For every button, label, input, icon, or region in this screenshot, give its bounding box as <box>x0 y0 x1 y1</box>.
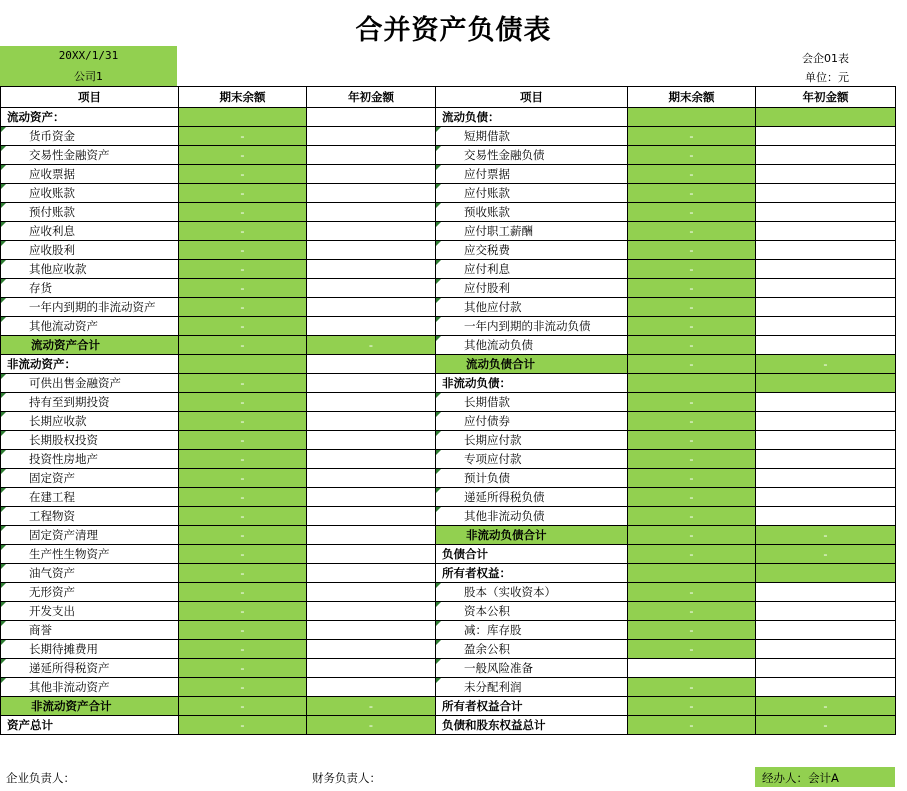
column-header: 期末余额 <box>628 87 756 108</box>
value-cell[interactable] <box>756 260 896 279</box>
value-cell[interactable] <box>756 640 896 659</box>
item-label-cell[interactable]: 预付账款 <box>1 203 179 222</box>
item-label-cell[interactable]: 交易性金融资产 <box>1 146 179 165</box>
item-label-cell[interactable]: 长期股权投资 <box>1 431 179 450</box>
value-cell[interactable]: - <box>179 279 307 298</box>
value-cell[interactable] <box>307 184 436 203</box>
table-row <box>1 545 896 564</box>
value-cell[interactable]: - <box>628 317 756 336</box>
value-cell[interactable]: - <box>628 241 756 260</box>
value-cell[interactable]: - <box>628 716 756 735</box>
value-cell[interactable]: - <box>179 165 307 184</box>
value-cell[interactable]: - <box>179 640 307 659</box>
item-label-cell[interactable]: 应收账款 <box>1 184 179 203</box>
table-row <box>1 355 896 374</box>
value-cell[interactable]: - <box>756 716 896 735</box>
value-cell[interactable] <box>756 165 896 184</box>
value-cell[interactable] <box>756 374 896 393</box>
header-row <box>1 87 896 108</box>
item-label-cell[interactable]: 货币资金 <box>1 127 179 146</box>
value-cell[interactable]: - <box>179 678 307 697</box>
value-cell[interactable] <box>307 678 436 697</box>
table-row <box>1 583 896 602</box>
item-label-cell[interactable]: 开发支出 <box>1 602 179 621</box>
item-label-cell[interactable]: 专项应付款 <box>436 450 628 469</box>
value-cell[interactable]: - <box>628 526 756 545</box>
value-cell[interactable] <box>756 507 896 526</box>
value-cell[interactable] <box>756 317 896 336</box>
value-cell[interactable] <box>307 469 436 488</box>
item-label-cell[interactable]: 应付股利 <box>436 279 628 298</box>
value-cell[interactable]: - <box>179 716 307 735</box>
item-label-cell[interactable]: 资产总计 <box>1 716 179 735</box>
value-cell[interactable] <box>756 412 896 431</box>
finance-signature[interactable]: 财务负责人： <box>312 771 381 785</box>
column-header: 期末余额 <box>179 87 307 108</box>
item-label-cell[interactable]: 其他应付款 <box>436 298 628 317</box>
item-label-cell[interactable]: 应收票据 <box>1 165 179 184</box>
item-label-cell[interactable]: 在建工程 <box>1 488 179 507</box>
value-cell[interactable]: - <box>628 355 756 374</box>
value-cell[interactable] <box>307 621 436 640</box>
value-cell[interactable]: - <box>179 317 307 336</box>
balance-sheet-table <box>0 86 896 735</box>
value-cell[interactable]: - <box>628 469 756 488</box>
item-label-cell[interactable]: 资本公积 <box>436 602 628 621</box>
value-cell[interactable] <box>756 108 896 127</box>
item-label-cell[interactable]: 一年内到期的非流动资产 <box>1 298 179 317</box>
value-cell[interactable] <box>307 640 436 659</box>
value-cell[interactable]: - <box>179 222 307 241</box>
table-row <box>1 184 896 203</box>
value-cell[interactable]: - <box>179 203 307 222</box>
value-cell[interactable] <box>756 336 896 355</box>
value-cell[interactable] <box>307 317 436 336</box>
value-cell[interactable] <box>628 374 756 393</box>
item-label-cell[interactable]: 一年内到期的非流动负债 <box>436 317 628 336</box>
column-header: 年初金额 <box>307 87 436 108</box>
value-cell[interactable] <box>307 602 436 621</box>
table-row <box>1 526 896 545</box>
item-label-cell[interactable]: 所有者权益合计 <box>436 697 628 716</box>
value-cell[interactable]: - <box>628 431 756 450</box>
value-cell[interactable]: - <box>179 393 307 412</box>
value-cell[interactable]: - <box>179 697 307 716</box>
value-cell[interactable] <box>307 165 436 184</box>
value-cell[interactable] <box>756 450 896 469</box>
item-label-cell[interactable]: 其他非流动负债 <box>436 507 628 526</box>
item-label-cell[interactable]: 固定资产清理 <box>1 526 179 545</box>
value-cell[interactable] <box>756 298 896 317</box>
value-cell[interactable]: - <box>179 583 307 602</box>
item-label-cell[interactable]: 一般风险准备 <box>436 659 628 678</box>
item-label-cell[interactable]: 存货 <box>1 279 179 298</box>
column-header: 项目 <box>1 87 179 108</box>
value-cell[interactable] <box>756 241 896 260</box>
value-cell[interactable] <box>756 431 896 450</box>
value-cell[interactable] <box>307 260 436 279</box>
value-cell[interactable]: - <box>628 279 756 298</box>
item-label-cell[interactable]: 流动资产： <box>1 108 179 127</box>
value-cell[interactable] <box>307 393 436 412</box>
value-cell[interactable] <box>307 108 436 127</box>
company-name[interactable]: 公司1 <box>74 70 103 83</box>
value-cell[interactable]: - <box>179 621 307 640</box>
value-cell[interactable] <box>756 222 896 241</box>
table-row <box>1 469 896 488</box>
value-cell[interactable]: - <box>179 184 307 203</box>
leader-signature[interactable]: 企业负责人： <box>6 771 75 785</box>
item-label-cell[interactable]: 应付账款 <box>436 184 628 203</box>
value-cell[interactable] <box>307 279 436 298</box>
value-cell[interactable] <box>756 564 896 583</box>
value-cell[interactable] <box>756 678 896 697</box>
item-label-cell[interactable]: 盈余公积 <box>436 640 628 659</box>
value-cell[interactable]: - <box>628 678 756 697</box>
table-row <box>1 317 896 336</box>
item-label-cell[interactable]: 股本（实收资本） <box>436 583 628 602</box>
table-row <box>1 108 896 127</box>
item-label-cell[interactable]: 交易性金融负债 <box>436 146 628 165</box>
currency-unit: 单位：元 <box>805 71 849 84</box>
table-row <box>1 450 896 469</box>
column-header: 年初金额 <box>756 87 896 108</box>
value-cell[interactable] <box>756 393 896 412</box>
value-cell[interactable]: - <box>628 298 756 317</box>
value-cell[interactable]: - <box>628 450 756 469</box>
value-cell[interactable]: - <box>179 146 307 165</box>
value-cell[interactable] <box>756 203 896 222</box>
item-label-cell[interactable]: 生产性生物资产 <box>1 545 179 564</box>
value-cell[interactable] <box>307 545 436 564</box>
value-cell[interactable]: - <box>628 621 756 640</box>
value-cell[interactable] <box>307 127 436 146</box>
table-row <box>1 488 896 507</box>
table-row <box>1 165 896 184</box>
value-cell[interactable] <box>307 374 436 393</box>
item-label-cell[interactable]: 应交税费 <box>436 241 628 260</box>
item-label-cell[interactable]: 非流动资产合计 <box>1 697 179 716</box>
table-row <box>1 678 896 697</box>
value-cell[interactable] <box>756 279 896 298</box>
value-cell[interactable]: - <box>628 697 756 716</box>
value-cell[interactable] <box>628 564 756 583</box>
table-row <box>1 279 896 298</box>
value-cell[interactable]: - <box>628 393 756 412</box>
item-label-cell[interactable]: 应收股利 <box>1 241 179 260</box>
item-label-cell[interactable]: 商誉 <box>1 621 179 640</box>
table-row <box>1 260 896 279</box>
value-cell[interactable] <box>756 583 896 602</box>
item-label-cell[interactable]: 非流动资产： <box>1 355 179 374</box>
table-row <box>1 507 896 526</box>
item-label-cell[interactable]: 可供出售金融资产 <box>1 374 179 393</box>
item-label-cell[interactable]: 预计负债 <box>436 469 628 488</box>
item-label-cell[interactable]: 持有至到期投资 <box>1 393 179 412</box>
item-label-cell[interactable]: 长期借款 <box>436 393 628 412</box>
table-row <box>1 222 896 241</box>
value-cell[interactable] <box>307 146 436 165</box>
value-cell[interactable]: - <box>179 374 307 393</box>
value-cell[interactable]: - <box>179 298 307 317</box>
value-cell[interactable]: - <box>179 545 307 564</box>
value-cell[interactable] <box>307 488 436 507</box>
item-label-cell[interactable]: 工程物资 <box>1 507 179 526</box>
value-cell[interactable] <box>756 488 896 507</box>
table-row <box>1 564 896 583</box>
item-label-cell[interactable]: 递延所得税资产 <box>1 659 179 678</box>
item-label-cell[interactable]: 其他应收款 <box>1 260 179 279</box>
value-cell[interactable]: - <box>628 602 756 621</box>
item-label-cell[interactable]: 流动负债： <box>436 108 628 127</box>
table-row <box>1 127 896 146</box>
value-cell[interactable] <box>756 659 896 678</box>
table-row <box>1 146 896 165</box>
value-cell[interactable] <box>307 526 436 545</box>
value-cell[interactable]: - <box>179 659 307 678</box>
item-label-cell[interactable]: 其他流动资产 <box>1 317 179 336</box>
item-label-cell[interactable]: 短期借款 <box>436 127 628 146</box>
item-label-cell[interactable]: 长期应收款 <box>1 412 179 431</box>
value-cell[interactable]: - <box>628 545 756 564</box>
value-cell[interactable]: - <box>179 526 307 545</box>
value-cell[interactable]: - <box>628 336 756 355</box>
value-cell[interactable]: - <box>628 184 756 203</box>
value-cell[interactable] <box>756 621 896 640</box>
handler-signature[interactable]: 经办人：会计A <box>762 771 839 785</box>
item-label-cell[interactable]: 无形资产 <box>1 583 179 602</box>
table-row <box>1 203 896 222</box>
table-row <box>1 640 896 659</box>
value-cell[interactable]: - <box>179 450 307 469</box>
value-cell[interactable] <box>307 298 436 317</box>
item-label-cell[interactable]: 投资性房地产 <box>1 450 179 469</box>
value-cell[interactable]: - <box>628 127 756 146</box>
value-cell[interactable]: - <box>179 507 307 526</box>
table-row <box>1 336 896 355</box>
item-label-cell[interactable]: 负债和股东权益总计 <box>436 716 628 735</box>
item-label-cell[interactable]: 应付利息 <box>436 260 628 279</box>
value-cell[interactable]: - <box>756 526 896 545</box>
value-cell[interactable]: - <box>179 602 307 621</box>
value-cell[interactable] <box>307 583 436 602</box>
value-cell[interactable]: - <box>179 564 307 583</box>
value-cell[interactable]: - <box>628 507 756 526</box>
value-cell[interactable] <box>307 203 436 222</box>
item-label-cell[interactable]: 负债合计 <box>436 545 628 564</box>
item-label-cell[interactable]: 其他流动负债 <box>436 336 628 355</box>
value-cell[interactable]: - <box>628 165 756 184</box>
table-row <box>1 393 896 412</box>
item-label-cell[interactable]: 减：库存股 <box>436 621 628 640</box>
value-cell[interactable] <box>756 184 896 203</box>
value-cell[interactable]: - <box>628 260 756 279</box>
item-label-cell[interactable]: 非流动负债合计 <box>436 526 628 545</box>
form-number: 会企01表 <box>802 52 849 65</box>
item-label-cell[interactable]: 未分配利润 <box>436 678 628 697</box>
item-label-cell[interactable]: 应付债券 <box>436 412 628 431</box>
value-cell[interactable]: - <box>179 488 307 507</box>
column-header: 项目 <box>436 87 628 108</box>
value-cell[interactable]: - <box>628 488 756 507</box>
report-date[interactable]: 20XX/1/31 <box>58 49 119 62</box>
value-cell[interactable] <box>307 412 436 431</box>
item-label-cell[interactable]: 非流动负债： <box>436 374 628 393</box>
item-label-cell[interactable]: 应收利息 <box>1 222 179 241</box>
table-row <box>1 298 896 317</box>
value-cell[interactable]: - <box>756 355 896 374</box>
value-cell[interactable]: - <box>628 203 756 222</box>
value-cell[interactable]: - <box>307 336 436 355</box>
value-cell[interactable]: - <box>179 336 307 355</box>
value-cell[interactable] <box>307 241 436 260</box>
value-cell[interactable]: - <box>307 697 436 716</box>
value-cell[interactable]: - <box>628 412 756 431</box>
value-cell[interactable]: - <box>756 697 896 716</box>
table-row <box>1 602 896 621</box>
item-label-cell[interactable]: 应付职工薪酬 <box>436 222 628 241</box>
value-cell[interactable] <box>756 602 896 621</box>
value-cell[interactable]: - <box>179 260 307 279</box>
value-cell[interactable]: - <box>628 640 756 659</box>
value-cell[interactable]: - <box>628 583 756 602</box>
value-cell[interactable]: - <box>179 127 307 146</box>
value-cell[interactable] <box>756 127 896 146</box>
value-cell[interactable] <box>756 146 896 165</box>
item-label-cell[interactable]: 流动负债合计 <box>436 355 628 374</box>
table-row <box>1 374 896 393</box>
value-cell[interactable] <box>307 431 436 450</box>
value-cell[interactable] <box>756 469 896 488</box>
report-title: 合并资产负债表 <box>355 15 552 46</box>
table-row <box>1 716 896 735</box>
table-row <box>1 621 896 640</box>
value-cell[interactable] <box>307 507 436 526</box>
item-label-cell[interactable]: 固定资产 <box>1 469 179 488</box>
item-label-cell[interactable]: 油气资产 <box>1 564 179 583</box>
value-cell[interactable]: - <box>756 545 896 564</box>
value-cell[interactable] <box>628 108 756 127</box>
value-cell[interactable] <box>628 659 756 678</box>
table-row <box>1 659 896 678</box>
item-label-cell[interactable]: 所有者权益： <box>436 564 628 583</box>
value-cell[interactable]: - <box>628 222 756 241</box>
item-label-cell[interactable]: 递延所得税负债 <box>436 488 628 507</box>
table-row <box>1 697 896 716</box>
table-row <box>1 412 896 431</box>
table-row <box>1 241 896 260</box>
item-label-cell[interactable]: 应付票据 <box>436 165 628 184</box>
value-cell[interactable]: - <box>307 716 436 735</box>
value-cell[interactable] <box>307 564 436 583</box>
item-label-cell[interactable]: 流动资产合计 <box>1 336 179 355</box>
value-cell[interactable] <box>307 355 436 374</box>
item-label-cell[interactable]: 长期待摊费用 <box>1 640 179 659</box>
item-label-cell[interactable]: 长期应付款 <box>436 431 628 450</box>
value-cell[interactable] <box>307 222 436 241</box>
table-row <box>1 431 896 450</box>
value-cell[interactable] <box>179 108 307 127</box>
value-cell[interactable] <box>307 659 436 678</box>
value-cell[interactable]: - <box>179 412 307 431</box>
value-cell[interactable]: - <box>179 241 307 260</box>
item-label-cell[interactable]: 预收账款 <box>436 203 628 222</box>
value-cell[interactable] <box>307 450 436 469</box>
value-cell[interactable]: - <box>628 146 756 165</box>
value-cell[interactable]: - <box>179 431 307 450</box>
value-cell[interactable] <box>179 355 307 374</box>
value-cell[interactable]: - <box>179 469 307 488</box>
item-label-cell[interactable]: 其他非流动资产 <box>1 678 179 697</box>
